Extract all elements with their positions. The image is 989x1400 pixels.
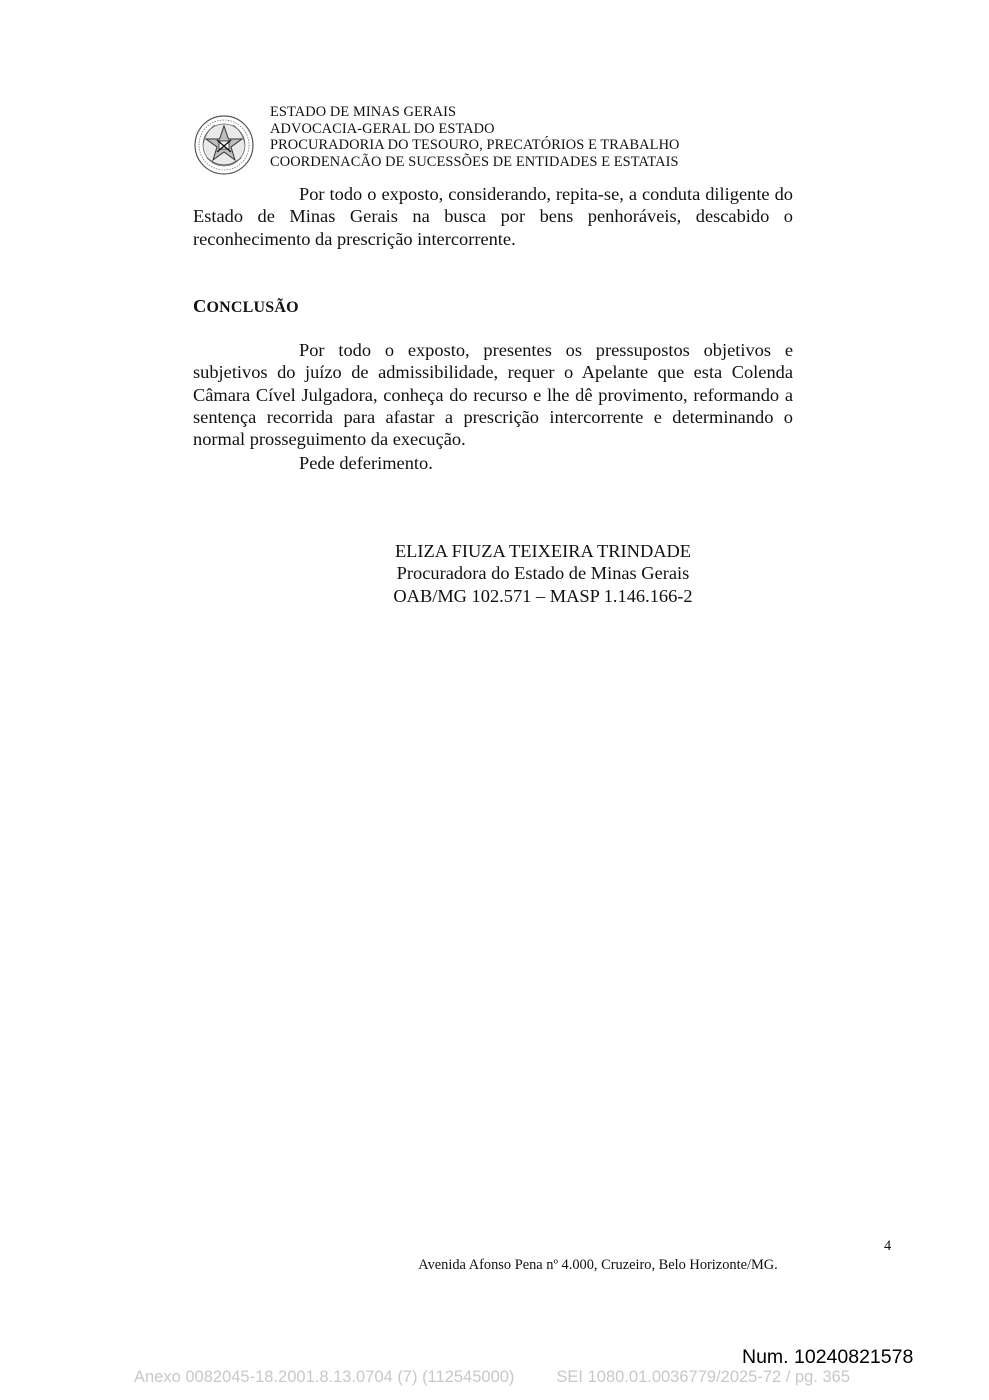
footer-address: Avenida Afonso Pena nº 4.000, Cruzeiro, Belo Horizonte/MG. bbox=[418, 1257, 778, 1273]
closing-request: Pede deferimento. bbox=[299, 453, 433, 473]
heading-initial: C bbox=[193, 296, 207, 316]
heading-rest: ONCLUSÃO bbox=[206, 299, 299, 316]
annex-stamp bbox=[134, 1368, 850, 1387]
annex-reference: Anexo 0082045-18.2001.8.13.0704 (7) (112545000) bbox=[134, 1368, 515, 1386]
signature-block bbox=[343, 540, 743, 607]
paragraph-prescription-text: Por todo o exposto, considerando, repita-se, a conduta diligente do Estado de Minas Gerais na busca por bens penhoráveis, descabido o reconhecimento da prescrição intercorrente. bbox=[193, 184, 793, 249]
letterhead bbox=[193, 104, 793, 176]
paragraph-conclusion-text: Por todo o exposto, presentes os pressupostos objetivos e subjetivos do juízo de admissibilidade, requer o Apelante que esta Colenda Câmara Cível Julgadora, conheça do recurso e lhe dê provimento, reformando a sentença recorrida para afastar a prescrição intercorrente e determinando o normal prosseguimento da execução. bbox=[193, 340, 793, 450]
section-heading-conclusion bbox=[193, 296, 299, 317]
paragraph-conclusion bbox=[193, 339, 793, 450]
signatory-name: ELIZA FIUZA TEIXEIRA TRINDADE bbox=[394, 541, 692, 561]
letterhead-line-procuradoria: PROCURADORIA DO TESOURO, PRECATÓRIOS E TRABALHO bbox=[270, 137, 680, 154]
letterhead-line-coordenacao: COORDENACÃO DE SUCESSÕES DE ENTIDADES E ESTATAIS bbox=[270, 153, 679, 170]
signatory-registration: OAB/MG 102.571 – MASP 1.146.166-2 bbox=[393, 585, 693, 606]
letterhead-text bbox=[270, 104, 680, 170]
letterhead-line-state: ESTADO DE MINAS GERAIS bbox=[270, 104, 457, 120]
sei-reference: SEI 1080.01.0036779/2025-72 / pg. 365 bbox=[556, 1368, 851, 1386]
minas-gerais-coat-of-arms-icon bbox=[193, 114, 255, 176]
page-number: 4 bbox=[884, 1238, 892, 1254]
letterhead-line-agency: ADVOCACIA-GERAL DO ESTADO bbox=[270, 120, 495, 137]
paragraph-prescription bbox=[193, 183, 793, 250]
signatory-title: Procuradora do Estado de Minas Gerais bbox=[396, 563, 690, 584]
document-number-stamp: Num. 10240821578 bbox=[742, 1346, 914, 1368]
